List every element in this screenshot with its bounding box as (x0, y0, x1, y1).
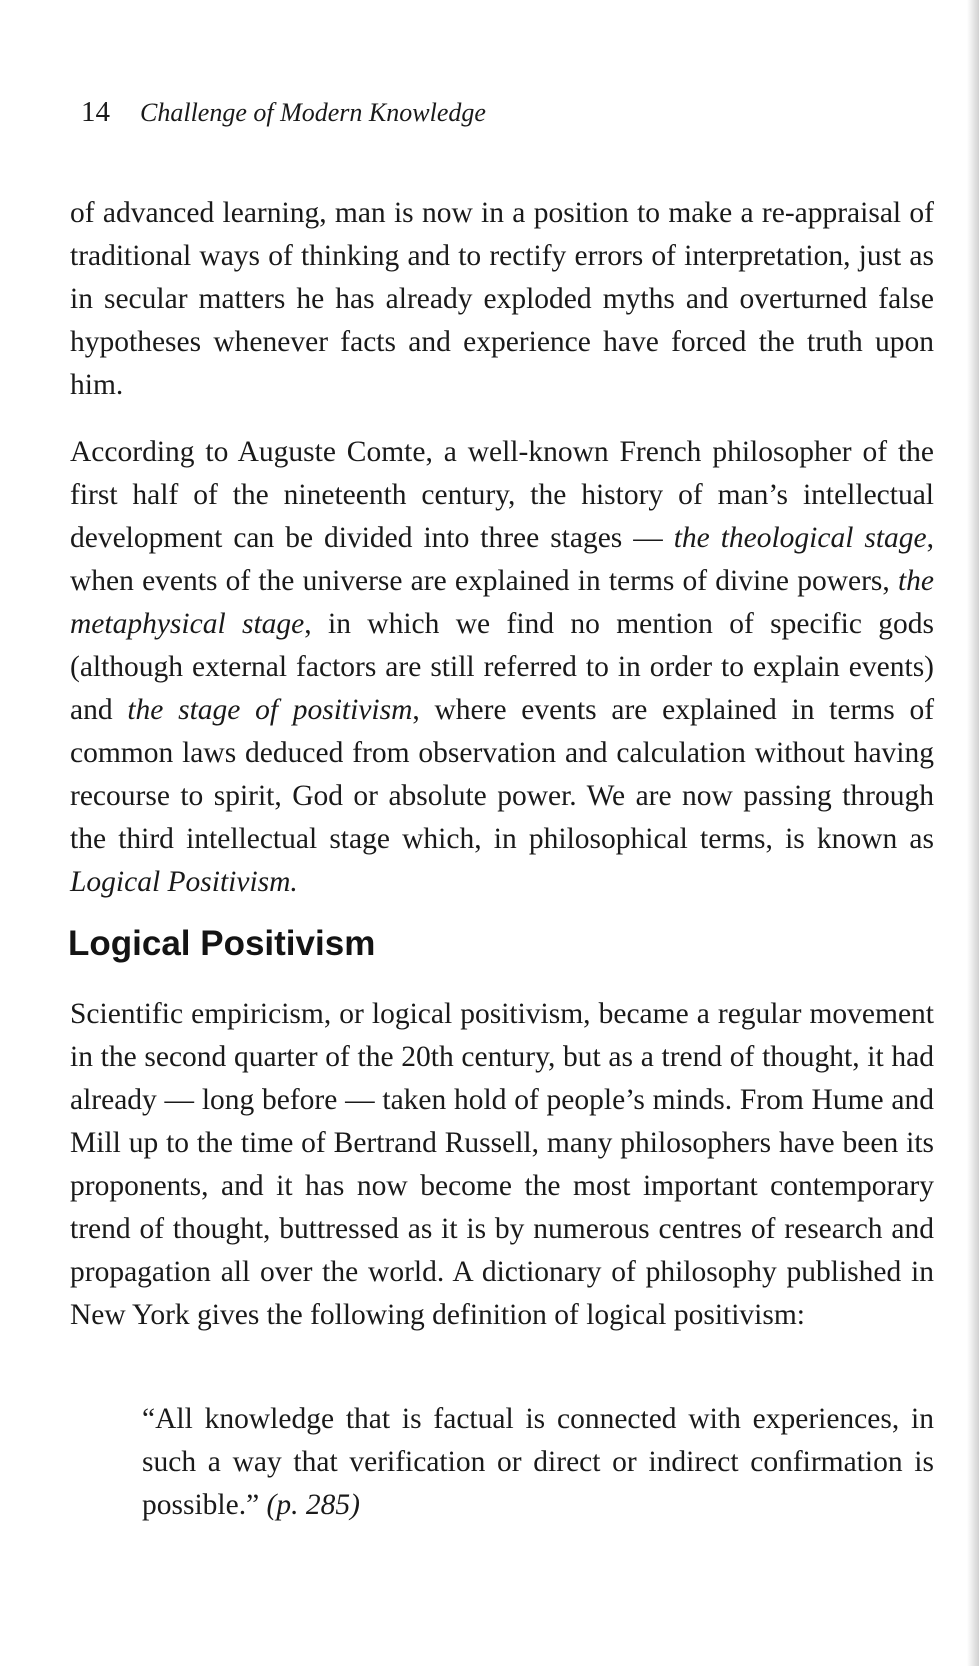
paragraph-2-segment: , where events are explained in terms of common laws deduced from observation and calculation without having recourse to spirit, God or absolute power. We are now passing through the third intellectual stage which, in philosophical terms, is known as (70, 694, 935, 855)
italic-logical-positivism: Logical Positivism. (70, 866, 298, 898)
italic-stage-of-positivism: the stage of positivism (127, 694, 413, 726)
block-quote (142, 1398, 934, 1527)
italic-metaphysical-stage: the metaphysical stage (70, 565, 934, 640)
running-title: Challenge of Modern Knowledge (140, 98, 486, 127)
paragraph-2-text (70, 431, 934, 904)
quote-citation: (p. 285) (266, 1489, 360, 1521)
page-number: 14 (81, 96, 110, 128)
section-heading: Logical Positivism (68, 924, 376, 963)
paragraph-2-segment: According to Auguste Comte, a well-known French philosopher of the first half of the nineteenth century, the history of man’s intellectual development can be divided into three stages — (70, 436, 934, 554)
paragraph-3 (70, 993, 934, 1337)
paragraph-2-segment: , in which we find no mention of specific gods (although external factors are still referred to in order to explain events) and (70, 608, 934, 726)
paragraph-3-text: Scientific empiricism, or logical positivism, became a regular movement in the second quarter of the 20th century, but as a trend of thought, it had already — long before — taken hold of people’s minds. From Hume and Mill up to the time of Bertrand Russell, many philosophers have been its proponents, and it has now become the most important contemporary trend of thought, buttressed as it is by numerous centres of research and propagation all over the world. A dictionary of philosophy published in New York gives the following definition of logical positivism: (70, 998, 934, 1331)
paragraph-1-text: of advanced learning, man is now in a position to make a re-appraisal of traditional ways of thinking and to rectify errors of interpretation, just as in secular matters he has already exploded myths and overturned false hypotheses whenever facts and experience have forced the truth upon him. (70, 197, 934, 401)
paragraph-2 (70, 431, 934, 904)
quote-text: “All knowledge that is factual is connected with experiences, in such a way that verification or direct or indirect confirmation is possible.” (142, 1403, 934, 1521)
italic-theological-stage: the theological stage (673, 522, 927, 554)
block-quote-text (142, 1398, 934, 1527)
page-edge-shadow (967, 0, 979, 1666)
paragraph-1 (70, 192, 934, 407)
paragraph-2-segment: , when events of the universe are explained in terms of divine powers, (70, 522, 935, 597)
running-header (81, 96, 486, 136)
